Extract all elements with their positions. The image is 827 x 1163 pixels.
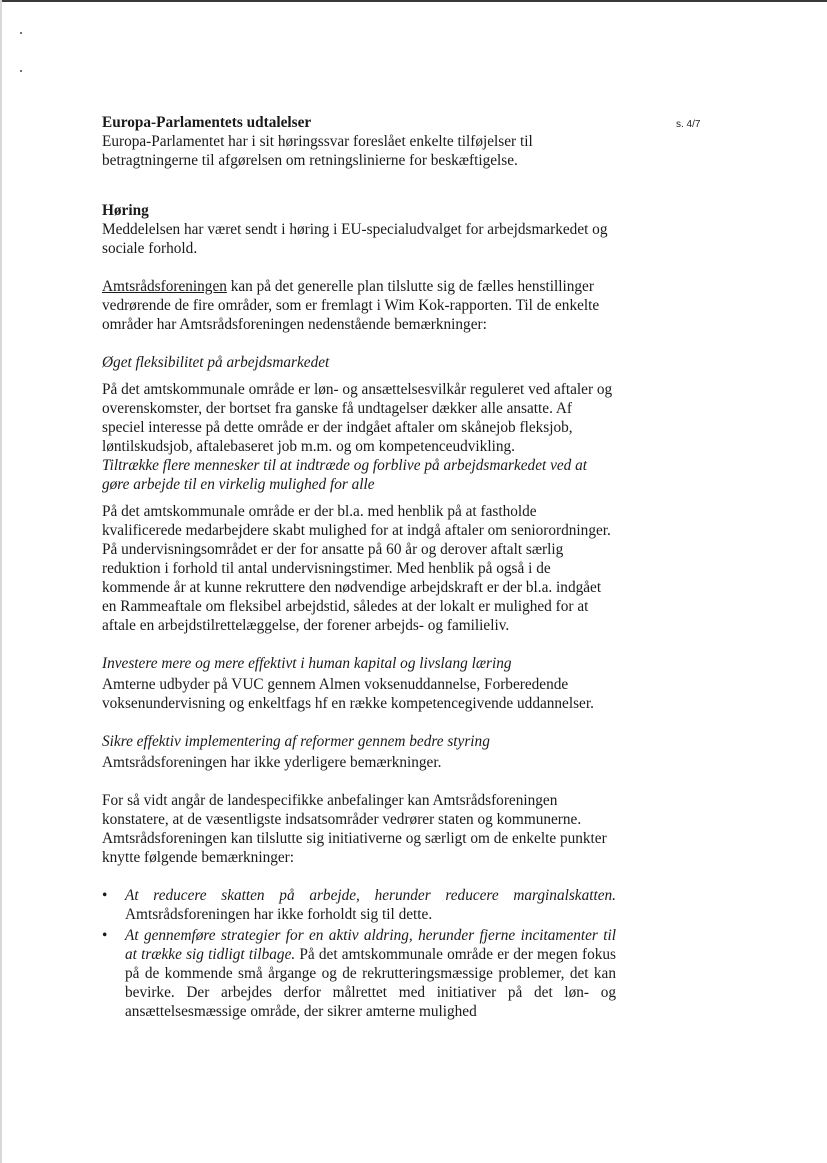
paragraph-tiltraekke: På det amtskommunale område er der bl.a. med henblik på at fastholde kvalificerede medarbejdere skabt mulighed for at indgå aftaler om seniorordninger. På undervisningsområdet er der for ansatte på 60 år og derover aftalt særlig reduktion i forhold til antal undervisningstimer. Med henblik på også i de kommende år at kunne rekruttere den nødvendige arbejdskraft er der bl.a. indgået en Rammeaftale om fleksibel arbejdstid, således at der lokalt er mulighed for at aftale en arbejdstilrettelæggelse, der forener arbejds- og familieliv.	[102, 503, 611, 634]
bullet-italic: At gennemføre strategier for en aktiv aldring, herunder fjerne incitamenter til at trække sig tidligt tilbage.	[125, 927, 616, 963]
paragraph-investere: Amterne udbyder på VUC gennem Almen voksenuddannelse, Forberedende voksenundervisning og enkeltfags hf en række kompetencegivende uddannelser.	[102, 676, 594, 712]
section-heading-europa: Europa-Parlamentets udtalelser	[102, 114, 312, 131]
bullet-marker: •	[102, 927, 108, 944]
scan-top-border	[0, 0, 827, 2]
bullet-text: Amtsrådsforeningen har ikke forholdt sig til dette.	[125, 906, 433, 923]
bullet-list	[102, 886, 616, 1021]
bullet-marker: •	[102, 887, 108, 904]
list-item	[102, 886, 616, 924]
subheading-fleksibilitet: Øget fleksibilitet på arbejdsmarkedet	[102, 354, 330, 371]
scan-left-edge	[0, 0, 2, 1163]
paragraph-horing: Meddelelsen har været sendt i høring i EU-specialudvalget for arbejdsmarkedet og sociale forhold.	[102, 221, 608, 257]
document-body	[102, 113, 616, 1021]
paragraph-implementering: Amtsrådsforeningen har ikke yderligere bemærkninger.	[102, 754, 442, 771]
subheading-implementering: Sikre effektiv implementering af reformer gennem bedre styring	[102, 733, 490, 750]
scan-speck	[20, 70, 22, 72]
scan-speck	[20, 32, 22, 34]
subheading-tiltraekke: Tiltrække flere mennesker til at indtræde og forblive på arbejdsmarkedet ved at gøre arbejde til en virkelig mulighed for alle	[102, 457, 588, 493]
bullet-text: På det amtskommunale område er der megen fokus på de kommende små årgange og de rekrutteringsmæssige problemer, det kan bevirke. Der arbejdes derfor målrettet med initiativer på det løn- og ansættelsesmæssige område, der sikrer amterne mulighed	[125, 946, 616, 1020]
amtsraadsforeningen-link[interactable]: Amtsrådsforeningen	[102, 278, 227, 295]
subheading-investere: Investere mere og mere effektivt i human kapital og livslang læring	[102, 655, 512, 672]
paragraph-landespecifikke: For så vidt angår de landespecifikke anbefalinger kan Amtsrådsforeningen konstatere, at de væsentligste indsatsområder vedrører staten og kommunerne. Amtsrådsforeningen kan tilslutte sig initiativerne og særligt om de enkelte punkter knytte følgende bemærkninger:	[102, 792, 607, 866]
list-item	[102, 926, 616, 1021]
paragraph-europa: Europa-Parlamentet har i sit høringssvar foreslået enkelte tilføjelser til betragtningerne til afgørelsen om retningslinierne for beskæftigelse.	[102, 133, 533, 169]
page-number: s. 4/7	[676, 119, 701, 130]
section-heading-horing: Høring	[102, 202, 149, 219]
paragraph-horing-intro	[102, 277, 616, 334]
paragraph-fleksibilitet: På det amtskommunale område er løn- og ansættelsesvilkår reguleret ved aftaler og overenskomster, der bortset fra ganske få undtagelser dækker alle ansatte. Af speciel interesse på dette område er der indgået aftaler om skånejob fleksjob, løntilskudsjob, aftalebaseret job m.m. og om kompetenceudvikling.	[102, 381, 613, 455]
intro-text: kan på det generelle plan tilslutte sig de fælles henstillinger vedrørende de fire områder, som er fremlagt i Wim Kok-rapporten. Til de enkelte områder har Amtsrådsforeningen nedenstående bemærkninger:	[102, 278, 600, 333]
bullet-italic: At reducere skatten på arbejde, herunder reducere marginalskatten.	[125, 887, 616, 904]
